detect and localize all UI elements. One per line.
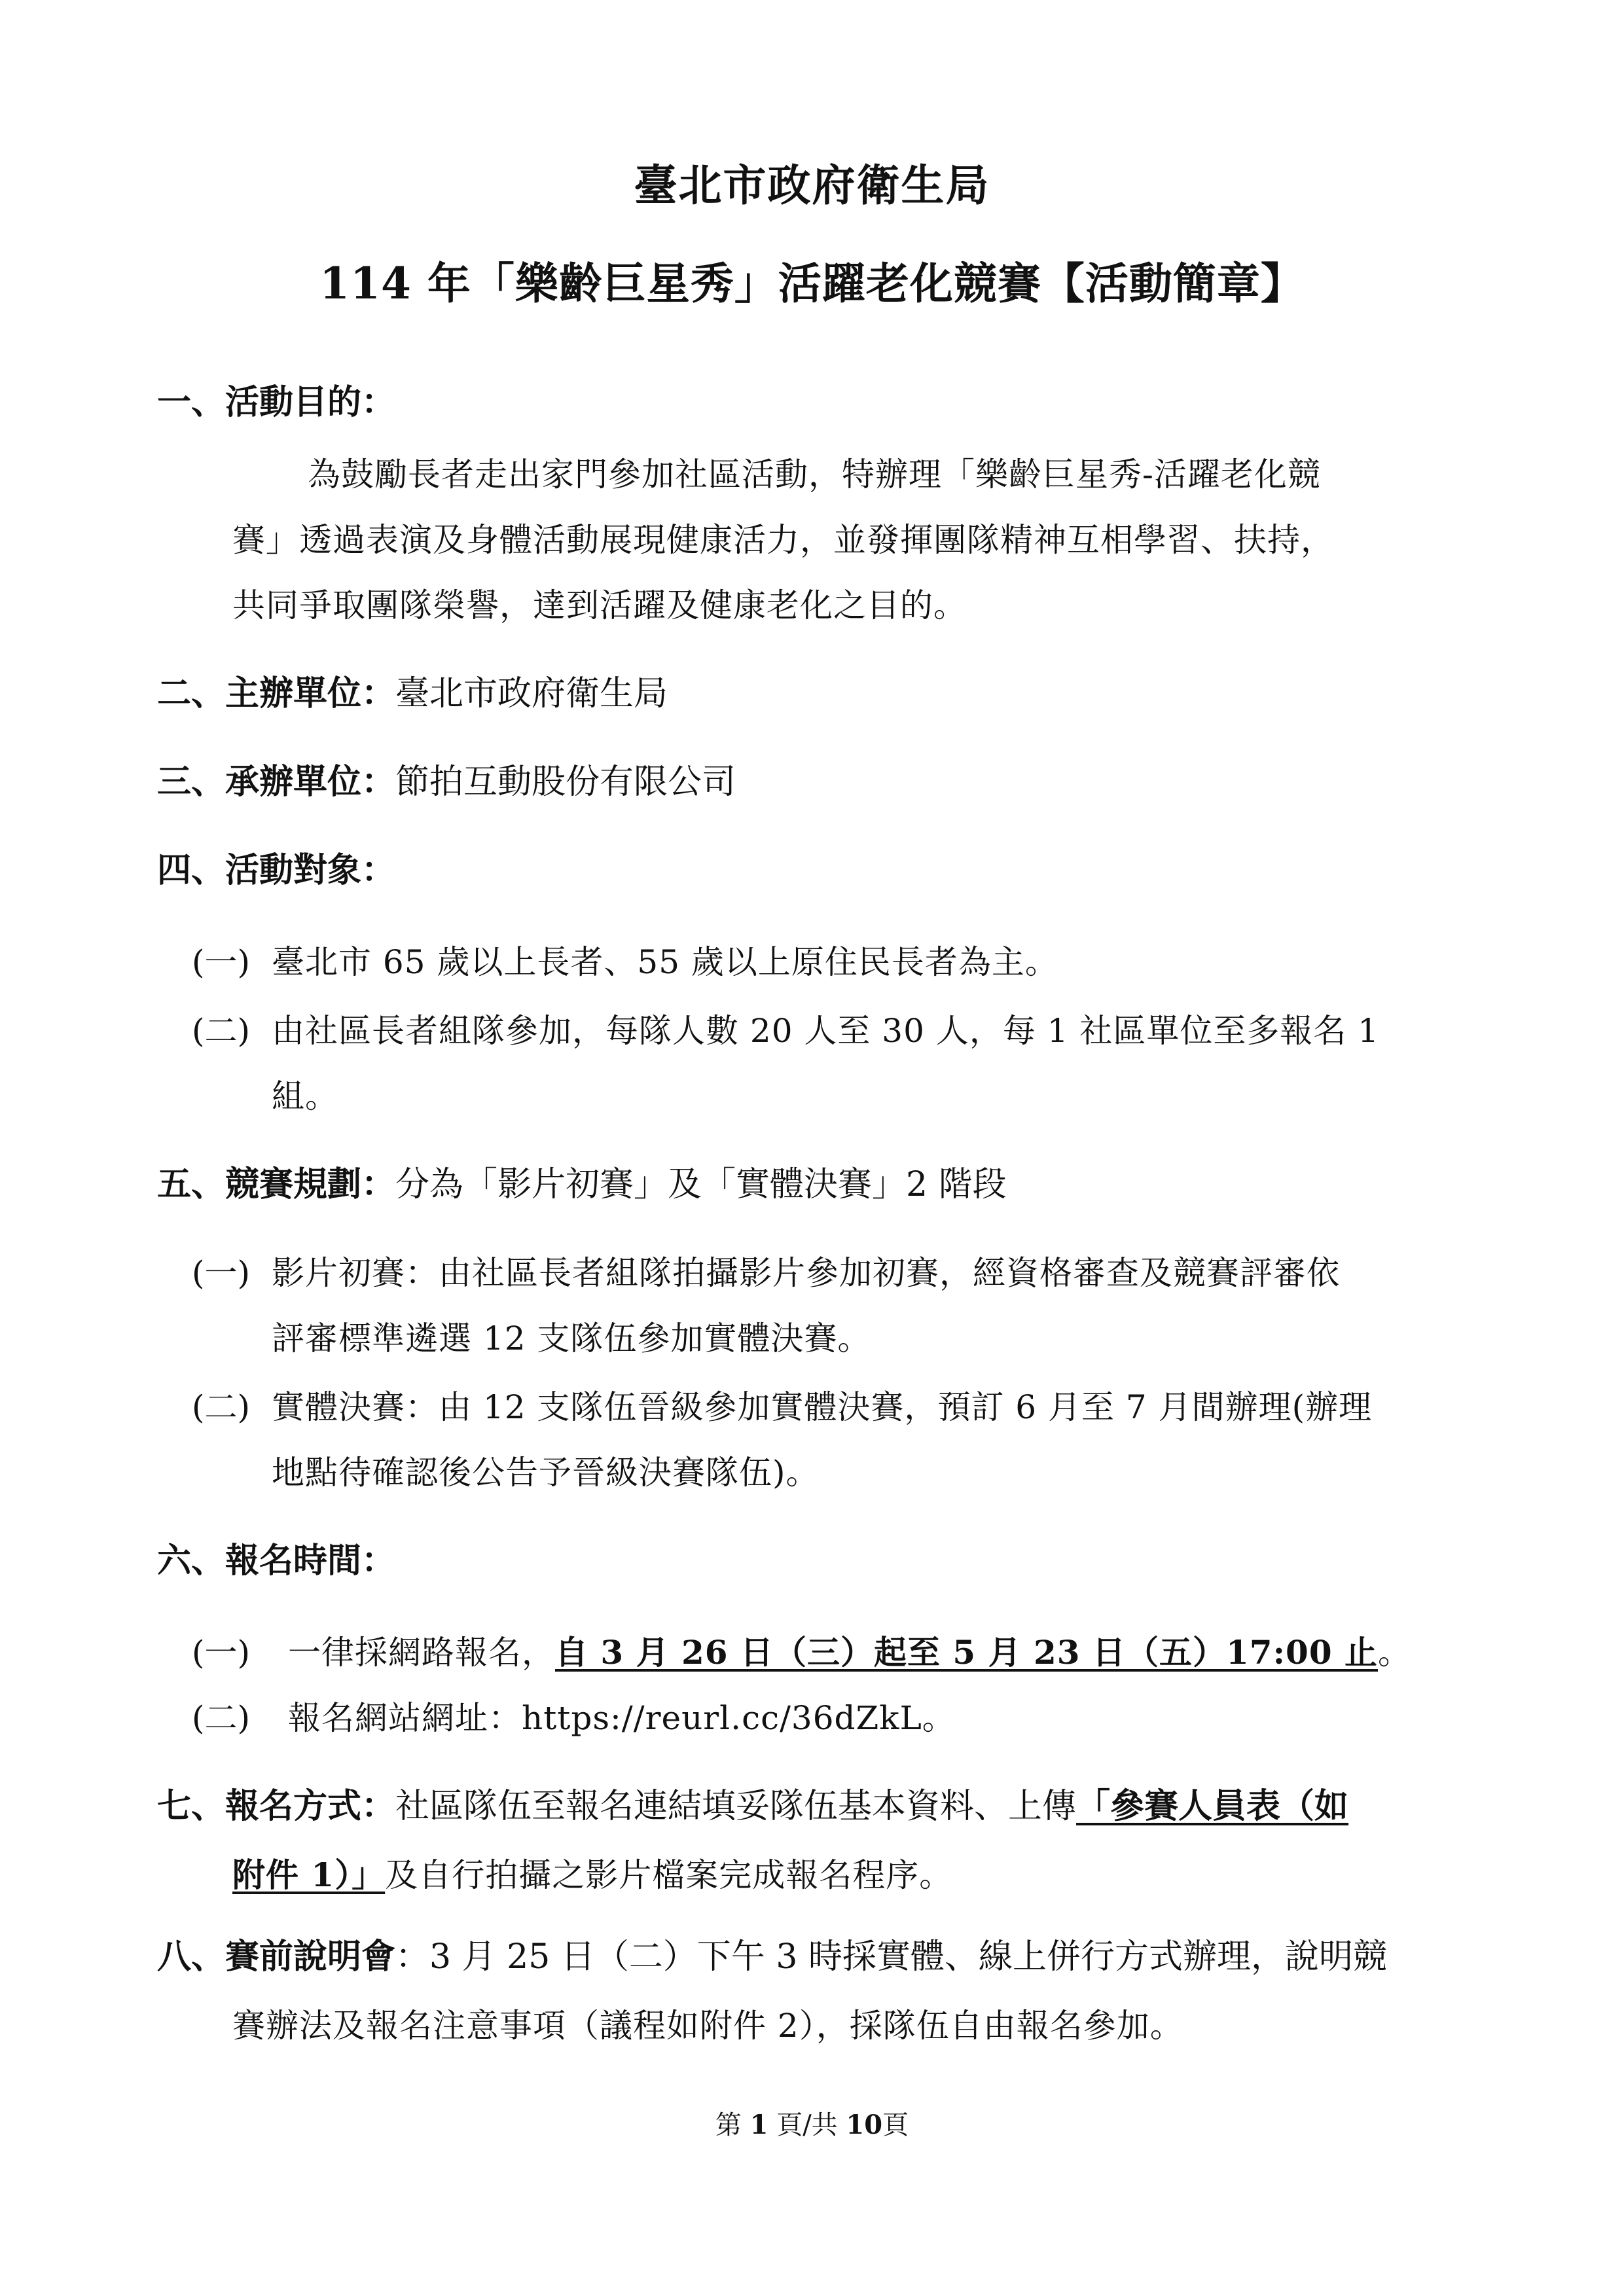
section-6-item-1-marker: (一)	[192, 1634, 251, 1672]
document-title: 臺北市政府衛生局	[634, 160, 990, 211]
section-5-item-1-line1: 影片初賽：由社區長者組隊拍攝影片參加初賽，經資格審查及競賽評審依	[272, 1254, 1340, 1292]
section-5-number: 五、	[157, 1164, 226, 1204]
page-number-footer	[0, 2104, 1624, 2142]
section-3-value: 節拍互動股份有限公司	[395, 762, 736, 802]
section-5-label: 競賽規劃：	[225, 1164, 396, 1204]
section-3-label: 承辦單位：	[225, 762, 396, 802]
document-subtitle: 114 年「樂齡巨星秀」活躍老化競賽【活動簡章】	[319, 258, 1305, 309]
footer-middle: 頁/共	[768, 2110, 846, 2140]
section-5-heading	[157, 1162, 1007, 1208]
section-1-number: 一、	[157, 382, 226, 422]
section-5-item-1-marker: (一)	[192, 1254, 251, 1292]
section-4-item-2-line1: 由社區長者組隊參加，每隊人數 20 人至 30 人，每 1 社區單位至多報名 1	[272, 1012, 1380, 1050]
section-6-item-2-marker: (二)	[192, 1699, 251, 1737]
section-7-attachment-1-start: 「參賽人員表（如	[1076, 1786, 1349, 1826]
section-4-heading	[157, 848, 395, 893]
footer-current-page: 1	[749, 2109, 768, 2140]
section-7-number: 七、	[157, 1786, 226, 1826]
section-1-label: 活動目的：	[225, 382, 396, 422]
section-6-label: 報名時間：	[225, 1541, 396, 1581]
section-7-line1-prefix: 社區隊伍至報名連結填妥隊伍基本資料、上傳	[395, 1787, 1077, 1826]
section-8-heading	[157, 1934, 1387, 1980]
section-1-paragraph-line2: 賽」透過表演及身體活動展現健康活力，並發揮團隊精神互相學習、扶持，	[232, 521, 1334, 559]
section-3-heading	[157, 759, 736, 805]
section-8-line2: 賽辦法及報名注意事項（議程如附件 2），採隊伍自由報名參加。	[232, 2007, 1183, 2045]
section-2-heading	[157, 671, 668, 717]
section-2-number: 二、	[157, 673, 226, 713]
section-6-item-1-suffix: 。	[1378, 1634, 1412, 1672]
section-5-item-2-line2: 地點待確認後公告予晉級決賽隊伍)。	[272, 1454, 820, 1492]
section-5-item-1-line2: 評審標準遴選 12 支隊伍參加實體決賽。	[272, 1319, 871, 1357]
section-2-label: 主辦單位：	[225, 673, 396, 713]
section-1-heading	[157, 380, 395, 425]
section-7-label: 報名方式：	[225, 1786, 396, 1826]
section-7-line2-suffix: 及自行拍攝之影片檔案完成報名程序。	[385, 1856, 953, 1894]
section-5-item-2-marker: (二)	[192, 1388, 251, 1426]
section-7-line2	[232, 1852, 952, 1898]
section-6-heading	[157, 1538, 395, 1584]
section-6-number: 六、	[157, 1541, 226, 1581]
section-2-value: 臺北市政府衛生局	[395, 674, 668, 713]
section-4-item-1-text: 臺北市 65 歲以上長者、55 歲以上原住民長者為主。	[272, 943, 1058, 981]
section-7-attachment-1-end: 附件 1）」	[232, 1856, 386, 1894]
section-6-item-1-prefix: 一律採網路報名，	[288, 1634, 555, 1672]
section-3-number: 三、	[157, 762, 226, 802]
footer-prefix: 第	[715, 2110, 750, 2140]
section-8-number: 八、	[157, 1937, 226, 1977]
registration-website-text: 報名網站網址：https://reurl.cc/36dZkL。	[288, 1699, 956, 1737]
section-1-paragraph-line1: 為鼓勵長者走出家門參加社區活動，特辦理「樂齡巨星秀-活躍老化競	[308, 456, 1321, 493]
section-8-line1: ：3 月 25 日（二）下午 3 時採實體、線上併行方式辦理，說明競	[395, 1937, 1388, 1977]
section-5-item-2-line1: 實體決賽：由 12 支隊伍晉級參加實體決賽，預訂 6 月至 7 月間辦理(辦理	[272, 1388, 1373, 1426]
registration-period: 自 3 月 26 日（三）起至 5 月 23 日（五）17:00 止	[555, 1633, 1379, 1672]
section-4-item-2-line2: 組。	[272, 1077, 338, 1115]
section-5-value: 分為「影片初賽」及「實體決賽」2 階段	[395, 1165, 1007, 1204]
section-8-label: 賽前說明會	[225, 1937, 396, 1977]
footer-total-pages: 10	[846, 2109, 883, 2140]
section-4-item-2-marker: (二)	[192, 1012, 251, 1050]
footer-suffix: 頁	[882, 2110, 909, 2140]
section-4-label: 活動對象：	[225, 850, 396, 890]
section-4-item-1-marker: (一)	[192, 943, 251, 981]
section-4-number: 四、	[157, 850, 226, 890]
section-7-heading	[157, 1784, 1348, 1829]
section-1-paragraph-line3: 共同爭取團隊榮譽，達到活躍及健康老化之目的。	[232, 586, 967, 624]
section-6-item-1-text	[288, 1630, 1411, 1676]
